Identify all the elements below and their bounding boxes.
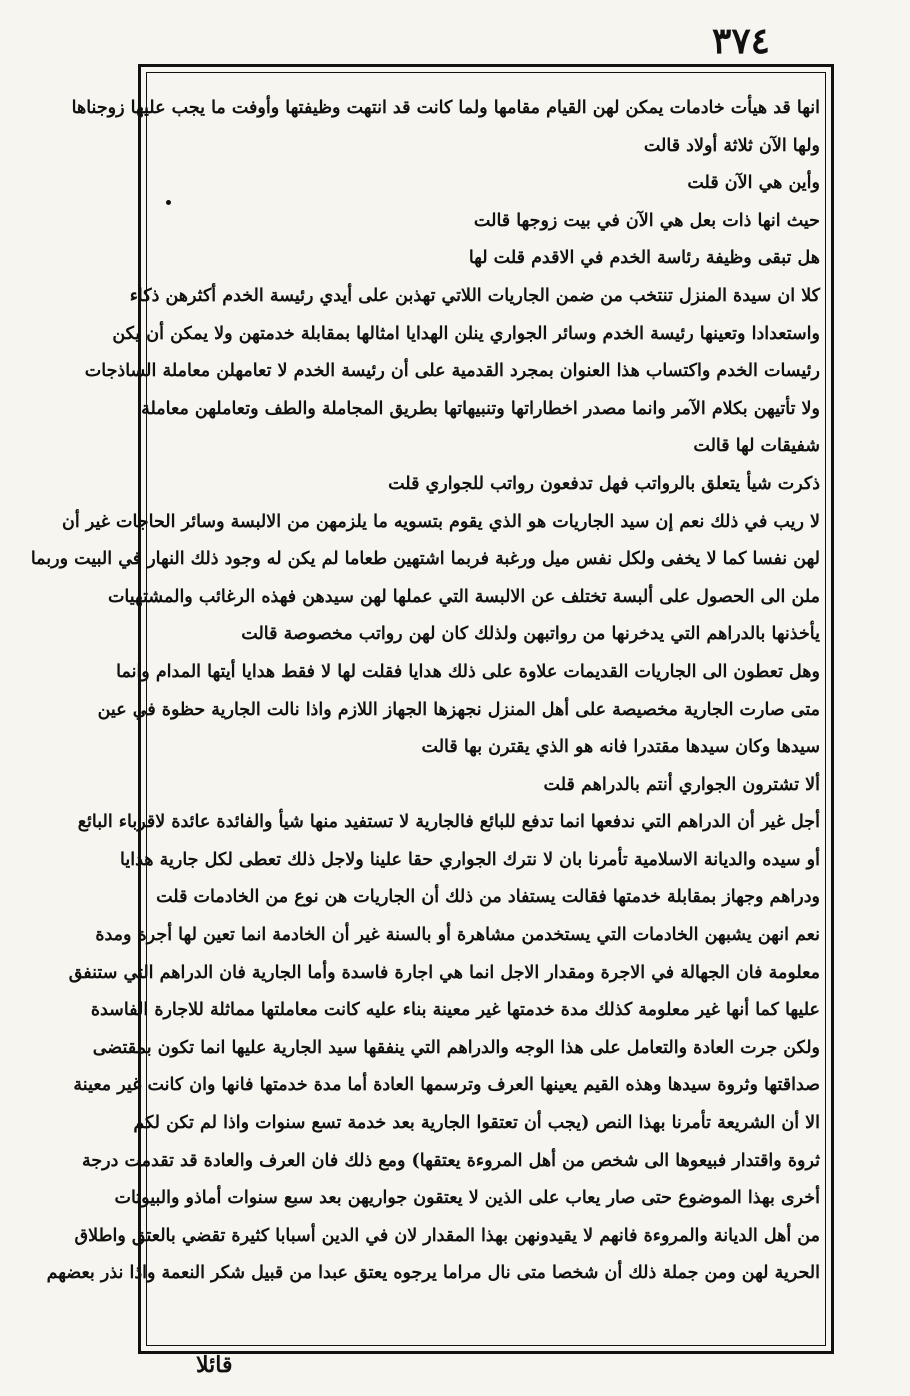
text-line: ولكن جرت العادة والتعامل على هذا الوجه والدراهم التي ينفقها سيد الجارية عليها انما تكون بمقتضى <box>92 1037 820 1058</box>
text-line: ألا تشترون الجواري أنتم بالدراهم قلت <box>543 774 820 795</box>
text-line: رئيسات الخدم واكتساب هذا العنوان بمجرد القدمية على أن رئيسة الخدم لا تعامهلن معاملة الساذجات <box>84 361 820 382</box>
text-line: أجل غير أن الدراهم التي ندفعها انما تدفع للبائع فالجارية لا تستفيد منها شيأ والفائدة عائدة لاقرباء البائع <box>77 812 820 833</box>
text-line: لا ريب في ذلك نعم إن سيد الجاريات هو الذي يقوم بتسويه ما يلزمهن من الالبسة وسائر الحاجات غير أن <box>62 511 820 532</box>
text-line: شفيقات لها قالت <box>693 436 820 457</box>
text-line: نعم انهن يشبهن الخادمات التي يستخدمن مشاهرة أو بالسنة غير أن الخادمة انما تعين لها أجرة ومدة <box>95 925 820 946</box>
text-line: حيث انها ذات بعل هي الآن في بيت زوجها قالت <box>473 210 820 231</box>
text-line: الحرية لهن ومن جملة ذلك أن شخصا متى نال مراما يرجوه يعتق عبدا من قبيل شكر النعمة واذا نذر بعضهم <box>46 1263 820 1284</box>
page-number: ٣٧٤ <box>712 20 771 62</box>
text-line: ثروة واقتدار فبيعوها الى شخص من أهل المروءة يعتقها) ومع ذلك فان العرف والعادة قد تقدمت درجة <box>81 1150 820 1171</box>
text-line: صداقتها وثروة سيدها وهذه القيم يعينها العرف وترسمها العادة أما مدة خدمتها فانها وان كانت غير معينة <box>73 1075 820 1096</box>
text-line: انها قد هيأت خادمات يمكن لهن القيام مقامها ولما كانت قد انتهت وظيفتها وأوفت ما يجب عليها زوجناها <box>71 98 820 118</box>
text-line: متى صارت الجارية مخصيصة على أهل المنزل نجهزها الجهاز اللازم واذا نالت الجارية حظوة في عين <box>97 699 820 720</box>
text-line: لهن نفسا كما لا يخفى ولكل نفس ميل ورغبة فربما اشتهين طعاما لم يكن له وجود ذلك النهار في البيت وربما <box>30 549 820 570</box>
text-line: ولها الآن ثلاثة أولاد قالت <box>643 135 820 156</box>
text-line: واستعدادا وتعينها رئيسة الخدم وسائر الجواري ينلن الهدايا امثالها بمقابلة خدمتهن ولا يمكن أن يكن <box>112 323 820 344</box>
catchword: قائلا <box>196 1352 233 1378</box>
text-line: ولا تأتيهن بكلام الآمر وانما مصدر اخطاراتها وتنبيهاتها بطريق المجاملة والطف وتعاملهن معاملة <box>141 398 820 419</box>
text-line: سيدها وكان سيدها مقتدرا فانه هو الذي يقترن بها قالت <box>421 737 820 758</box>
text-line: كلا ان سيدة المنزل تنتخب من ضمن الجاريات اللاتي تهذبن على أيدي رئيسة الخدم أكثرهن ذكاء <box>129 285 820 306</box>
text-line: ودراهم وجهاز بمقابلة خدمتها فقالت يستفاد من ذلك أن الجاريات هن نوع من الخادمات قلت <box>156 887 820 908</box>
text-line: وأين هي الآن قلت <box>687 173 820 194</box>
text-line: ذكرت شيأ يتعلق بالرواتب فهل تدفعون رواتب للجواري قلت <box>388 473 820 494</box>
main-text <box>30 90 820 1340</box>
text-line: وهل تعطون الى الجاريات القديمات علاوة على ذلك هدايا فقلت لها لا فقط هدايا أيتها المدام وانما <box>116 661 820 682</box>
text-line: معلومة فان الجهالة في الاجرة ومقدار الاجل انما هي اجارة فاسدة وأما الجارية فان الدراهم التي ستنفق <box>68 962 820 983</box>
text-line: أو سيده والديانة الاسلامية تأمرنا بان لا نترك الجواري حقا علينا ولاجل ذلك تعطى لكل جارية هدايا <box>120 849 820 870</box>
text-line: من أهل الديانة والمروءة فانهم لا يقيدونهن بهذا المقدار لان في الدين أسبابا كثيرة تقضي بالعتق واطلاق <box>74 1225 820 1246</box>
text-line: أخرى بهذا الموضوع حتى صار يعاب على الذين لا يعتقون جواريهن بعد سبع سنوات أماذو والبيوتات <box>114 1188 820 1209</box>
text-line: يأخذنها بالدراهم التي يدخرنها من رواتبهن ولذلك كان لهن رواتب مخصوصة قالت <box>241 624 820 645</box>
text-line: عليها كما أنها غير معلومة كذلك مدة خدمتها غير معينة بناء عليه كانت معاملتها مماثلة للاجارة الفاسدة <box>90 1000 820 1021</box>
text-line: ملن الى الحصول على ألبسة تختلف عن الالبسة التي عملها لهن سيدهن فهذه الرغائب والمشتهيات <box>107 586 820 607</box>
text-line: هل تبقى وظيفة رئاسة الخدم في الاقدم قلت لها <box>468 248 820 269</box>
text-line: الا أن الشريعة تأمرنا بهذا النص (يجب أن تعتقوا الجارية بعد خدمة تسع سنوات واذا لم تكن لكم <box>133 1113 820 1134</box>
